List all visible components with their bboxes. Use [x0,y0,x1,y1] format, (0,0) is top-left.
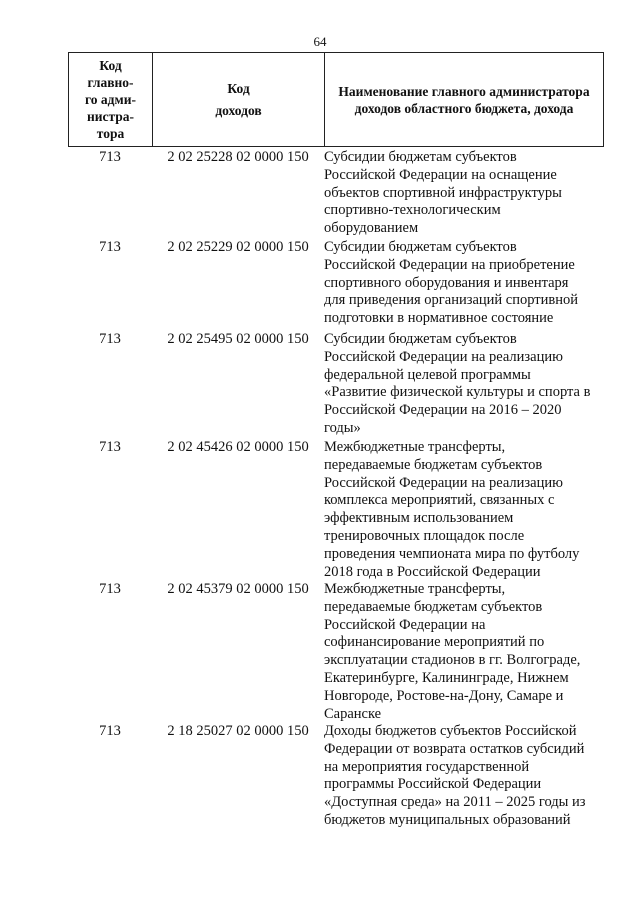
table-header [68,52,604,147]
income-code-cell: 2 02 25495 02 0000 150 [167,331,309,347]
table-row [68,237,604,329]
name-cell: Субсидии бюджетам субъектов Российской Федерации на приобретение спортивного оборудования и инвентаря для приведения организаций спортивной подготовки в нормативное состояние [324,239,578,327]
admin-code-cell: 713 [99,239,121,255]
income-code-cell: 2 02 45426 02 0000 150 [167,439,309,455]
income-code-cell: 2 02 25228 02 0000 150 [167,149,309,165]
table-body [68,147,604,831]
income-code-cell: 2 02 45379 02 0000 150 [167,581,309,597]
admin-code-cell: 713 [99,581,121,597]
income-code-cell: 2 18 25027 02 0000 150 [167,723,309,739]
name-cell: Доходы бюджетов субъектов Российской Федерации от возврата остатков субсидий на мероприятия государственной программы Российской Федерации «Доступная среда» на 2011 – 2025 годы из бюджетов муниципальных образований [324,723,586,828]
income-code-cell: 2 02 25229 02 0000 150 [167,239,309,255]
table-row [68,579,604,721]
admin-code-cell: 713 [99,331,121,347]
table-row [68,329,604,437]
header-income-code: Код доходов [153,53,325,146]
name-cell: Межбюджетные трансферты, передаваемые бюджетам субъектов Российской Федерации на реализацию комплекса мероприятий, связанных с эффективным использованием тренировочных площадок после проведения чемпионата мира по футболу 2018 года в Российской Федерации [324,439,580,580]
admin-code-cell: 713 [99,149,121,165]
admin-code-cell: 713 [99,439,121,455]
header-name: Наименование главного администратора доходов областного бюджета, дохода [338,83,590,116]
table-row [68,147,604,237]
name-cell: Межбюджетные трансферты, передаваемые бюджетам субъектов Российской Федерации на софинансирование мероприятий по эксплуатации стадионов в гг. Волгограде, Екатеринбурге, Калининграде, Нижнем Новгороде, Ростове-на-Дону, Самаре и Саранске [324,581,581,722]
header-admin-code: Код главно- го адми- нистра- тора [69,53,153,146]
name-cell: Субсидии бюджетам субъектов Российской Федерации на реализацию федеральной целевой программы «Развитие физической культуры и спорта в Российской Федерации на 2016 – 2020 годы» [324,331,591,436]
name-cell: Субсидии бюджетам субъектов Российской Федерации на оснащение объектов спортивной инфраструктуры спортивно-технологическим оборудованием [324,149,562,237]
admin-code-cell: 713 [99,723,121,739]
page-number: 64 [313,34,327,49]
table-row [68,721,604,831]
table-row [68,437,604,579]
